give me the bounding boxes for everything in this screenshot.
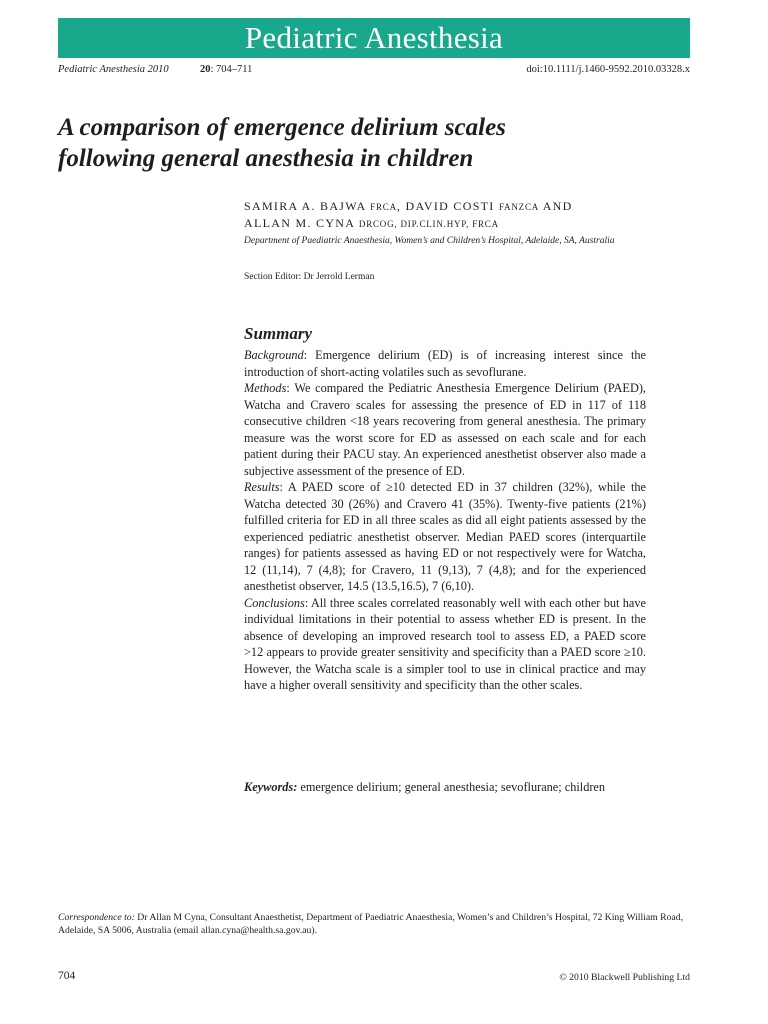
keywords-text: emergence delirium; general anesthesia; sevoflurane; children	[297, 780, 606, 794]
keywords-label: Keywords:	[244, 780, 298, 794]
author-1-degrees: FRCA	[370, 202, 397, 212]
author-list: SAMIRA A. BAJWA FRCA, DAVID COSTI FANZCA AND ALLAN M. CYNA DRCOG, DIP.CLIN.HYP, FRCA	[244, 199, 573, 230]
section-editor: Section Editor: Dr Jerrold Lerman	[244, 272, 375, 282]
volume-pages	[200, 63, 252, 77]
journal-year: Pediatric Anesthesia 2010	[58, 64, 169, 75]
author-2: DAVID COSTI	[405, 199, 495, 213]
title-line-2: following general anesthesia in children	[58, 145, 474, 172]
author-2-degrees: FANZCA	[498, 202, 540, 212]
background-label: Background	[244, 348, 304, 362]
article-title	[58, 112, 698, 174]
abstract-results	[244, 479, 646, 595]
title-line-1: A comparison of emergence delirium scales	[58, 114, 506, 141]
methods-text: : We compared the Pediatric Anesthesia Emergence Delirium (PAED), Watcha and Cravero scales for assessing the presence of ED in 117 of 118 consecutive children <18 years recovering from general anesthesia. The primary measure was the worst score for ED as assessed on each scale and for each patient during their PACU stay. An experienced anesthetist observer also made a subjective assessment of the presence of ED.	[244, 381, 646, 478]
pages: : 704–711	[210, 64, 253, 75]
keywords	[244, 779, 646, 796]
results-text: : A PAED score of ≥10 detected ED in 37 children (32%), while the Watcha detected 30 (26%) and Cravero 41 (35%). Twenty-five patients (21%) fulfilled criteria for ED in all three scales as did all eight patients assessed by the experienced pediatric anesthetist observer. Median PAED scores (interquartile ranges) for patients assessed as having ED or not respectively were for Watcha, 12 (11,14), 7 (4,8); for Cravero, 11 (9,13), 7 (4,8); and for the experienced anesthetist observer, 14.5 (13.5,16.5), 7 (6,10).	[244, 480, 646, 593]
correspondence	[58, 911, 698, 937]
author-3-degrees: DRCOG, DIP.CLIN.HYP, FRCA	[358, 219, 499, 229]
background-text: : Emergence delirium (ED) is of increasing interest since the introduction of short-acting volatiles such as sevoflurane.	[244, 348, 646, 379]
journal-banner: Pediatric Anesthesia	[58, 18, 690, 58]
correspondence-text: Dr Allan M Cyna, Consultant Anaesthetist, Department of Paediatric Anaesthesia, Women’s and Children’s Hospital, 72 King William Road, Adelaide, SA 5006, Australia (email allan.cyna@health.sa.gov.au).	[58, 912, 684, 936]
doi[interactable]: doi:10.1111/j.1460-9592.2010.03328.x	[526, 64, 690, 75]
affiliation: Department of Paediatric Anaesthesia, Women’s and Children’s Hospital, Adelaide, SA, Australia	[244, 236, 615, 246]
abstract-conclusions	[244, 595, 646, 694]
conclusions-label: Conclusions	[244, 595, 305, 610]
abstract-methods	[244, 380, 646, 479]
page-number: 704	[58, 970, 76, 982]
volume: 20	[200, 64, 211, 75]
summary-heading: Summary	[244, 324, 313, 343]
correspondence-label: Correspondence to:	[58, 912, 135, 923]
abstract	[244, 347, 646, 694]
methods-label: Methods	[244, 381, 287, 395]
abstract-background	[244, 347, 646, 380]
author-conjunction: AND	[542, 199, 573, 213]
results-label: Results	[244, 480, 280, 494]
author-3: ALLAN M. CYNA	[244, 216, 355, 230]
author-1: SAMIRA A. BAJWA	[244, 199, 366, 213]
copyright: © 2010 Blackwell Publishing Ltd	[559, 972, 690, 983]
conclusions-text: : All three scales correlated reasonably well with each other but have individual limitations in their potential to assess whether ED is present. In the absence of developing an improved research tool to assess ED, a PAED score >12 appears to provide greater sensitivity and specificity than a PAED score ≥10. However, the Watcha scale is a simpler tool to use in clinical practice and may have a higher overall sensitivity and specificity than the other scales.	[244, 595, 646, 692]
article-meta	[58, 63, 690, 77]
